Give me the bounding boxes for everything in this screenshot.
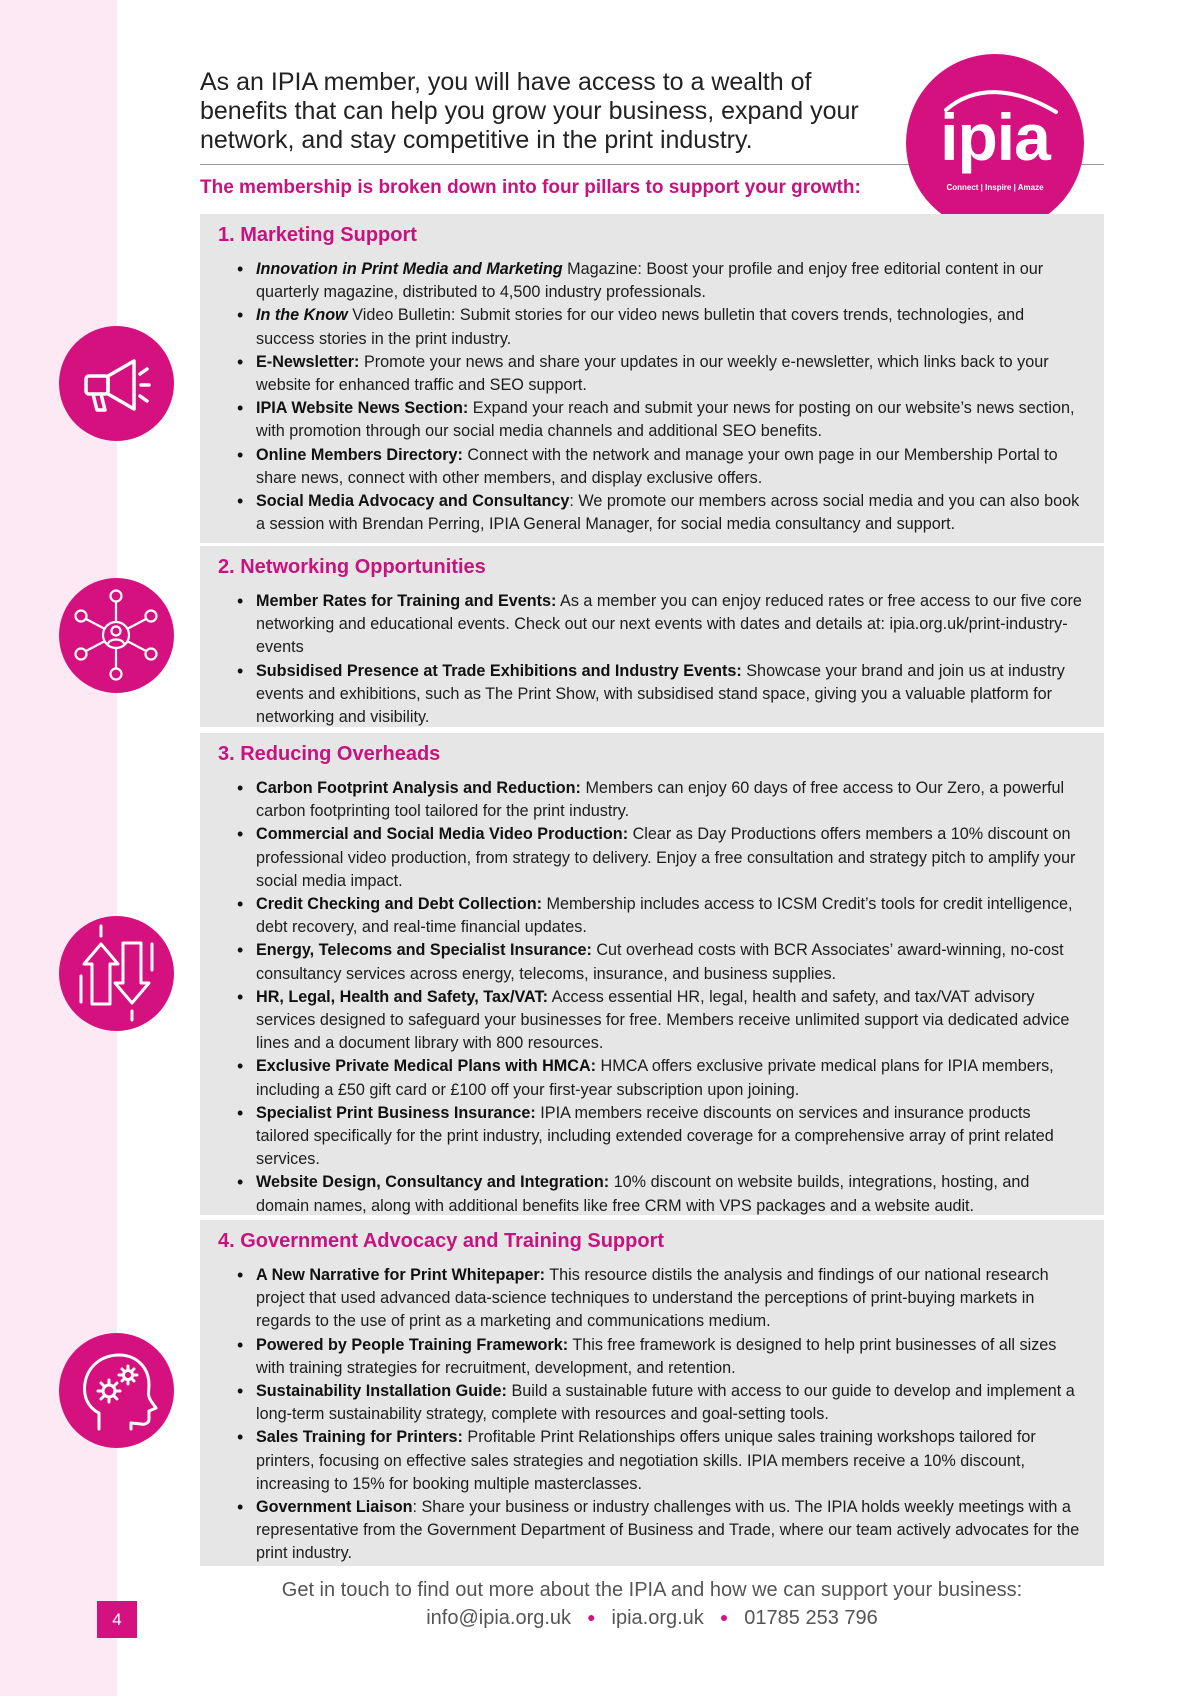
item-text: Members can enjoy 60 days of free access to Our Zero, a powerful carbon footprinting tool tailored for the print industry.: [256, 779, 1065, 821]
item-text: Clear as Day Productions offers members a 10% discount on professional video production, from strategy to delivery. Enjoy a free consultation and strategy pitch to amplify your social media impact.: [256, 825, 1076, 890]
list-item: [256, 444, 1086, 490]
separator-dot: ●: [587, 1609, 596, 1625]
list-item: [256, 304, 1086, 350]
item-text: Promote your news and share your updates in our weekly e-newsletter, which links back to your website for enhanced traffic and SEO support.: [256, 352, 1049, 395]
megaphone-icon: [59, 326, 174, 441]
item-text: IPIA members receive discounts on services and insurance products tailored specifically for the print industry, including extended coverage for a comprehensive array of print related services.: [256, 1103, 1054, 1169]
item-text: Showcase your brand and join us at industry events and exhibitions, such as The Print Show, with subsidised stand space, giving you a valuable platform for networking and visibility.: [256, 661, 1065, 727]
section-title: 3. Reducing Overheads: [218, 743, 441, 765]
list-item: [256, 777, 1086, 823]
item-text: Magazine: Boost your profile and enjoy free editorial content in our quarterly magazine, distributed to 4,500 industry professionals.: [256, 260, 1044, 302]
item-lead: Energy, Telecoms and Specialist Insurance:: [256, 941, 592, 960]
list-item: [256, 1496, 1086, 1566]
benefit-list: [218, 777, 1086, 1218]
section-reducing-overheads: [200, 733, 1104, 1215]
list-item: [256, 490, 1086, 536]
item-text: Access essential HR, legal, health and safety, and tax/VAT advisory services designed to safeguard your businesses for free. Members receive unlimited support via dedicated advice lines and a document library with 800 resources.: [256, 987, 1070, 1053]
list-item: [256, 1102, 1086, 1172]
section-marketing-support: [200, 214, 1104, 543]
separator-dot: ●: [719, 1609, 729, 1625]
head-gears-icon: [59, 1333, 174, 1448]
section-networking-opportunities: [200, 546, 1104, 727]
item-text: Video Bulletin: Submit stories for our video news bulletin that covers trends, technologies, and success stories in the print industry.: [256, 306, 1025, 348]
list-item: [256, 397, 1086, 443]
benefit-list: [218, 1264, 1086, 1566]
item-lead: A New Narrative for Print Whitepaper:: [256, 1266, 546, 1284]
section-title: 1. Marketing Support: [218, 224, 417, 246]
item-text: Membership includes access to ICSM Credit’s tools for credit intelligence, debt recovery, and real-time financial updates.: [256, 895, 1073, 937]
item-text: 10% discount on website builds, integrations, hosting, and domain names, along with additional benefits like free CRM with VPS packages and a website audit.: [256, 1173, 1030, 1215]
item-text: : We promote our members across social media and you can also book a session with Brendan Perring, IPIA General Manager, for social media consultancy and support.: [256, 492, 1080, 534]
list-item: [256, 823, 1086, 893]
item-text: Cut overhead costs with BCR Associates’ award-winning, no-cost consultancy services across energy, telecoms, insurance, and business supplies.: [256, 941, 1064, 983]
list-item: [256, 258, 1086, 304]
item-text: As a member you can enjoy reduced rates or free access to our five core networking and educational events. Check out our next events with dates and details at: ipia.org.uk/print-industry-events: [256, 592, 1082, 657]
item-lead: Sales Training for Printers:: [256, 1428, 463, 1447]
ipia-logo: [906, 54, 1084, 232]
item-lead: Specialist Print Business Insurance:: [256, 1103, 536, 1122]
section-title: 4. Government Advocacy and Training Support: [218, 1230, 665, 1252]
item-text: HMCA offers exclusive private medical plans for IPIA members, including a £50 gift card or £100 off your first-year subscription upon joining.: [256, 1057, 1054, 1099]
item-lead: E-Newsletter:: [256, 352, 360, 371]
item-lead: Social Media Advocacy and Consultancy: [256, 492, 570, 511]
item-text: This resource distils the analysis and findings of our national research project that used advanced data-science techniques to understand the perceptions of print-buying markets in regards to the use of print as a marketing and communications medium.: [256, 1266, 1049, 1331]
up-down-arrows-icon: [59, 916, 174, 1031]
list-item: [256, 893, 1086, 939]
list-item: [256, 1334, 1086, 1380]
list-item: [256, 351, 1086, 397]
item-lead: Sustainability Installation Guide:: [256, 1382, 507, 1401]
footer-cta: Get in touch to find out more about the IPIA and how we can support your business:: [281, 1579, 1023, 1601]
item-lead: IPIA Website News Section:: [256, 399, 469, 418]
list-item: [256, 660, 1086, 730]
phone-link[interactable]: 01785 253 796: [744, 1607, 878, 1629]
list-item: [256, 1055, 1086, 1101]
list-item: [256, 1171, 1086, 1217]
benefit-list: [218, 258, 1086, 536]
page-number: 4: [97, 1601, 137, 1638]
logo-tagline: Connect | Inspire | Amaze: [946, 183, 1044, 192]
network-people-icon: [59, 578, 174, 693]
item-text: : Share your business or industry challenges with us. The IPIA holds weekly meetings with a representative from the Government Department of Business and Trade, where our team actively advocates for the print industry.: [256, 1498, 1080, 1563]
item-lead: Carbon Footprint Analysis and Reduction:: [256, 779, 581, 797]
item-text: Build a sustainable future with access to our guide to develop and implement a long-term sustainability strategy, complete with resources and goal-setting tools.: [256, 1382, 1075, 1424]
logo-wordmark: ipia: [940, 100, 1050, 174]
list-item: [256, 986, 1086, 1056]
item-lead: Subsidised Presence at Trade Exhibitions and Industry Events:: [256, 661, 742, 680]
item-lead: Powered by People Training Framework:: [256, 1335, 569, 1354]
item-lead: Exclusive Private Medical Plans with HMCA:: [256, 1057, 597, 1076]
section-title: 2. Networking Opportunities: [218, 556, 486, 578]
footer-contacts: [200, 1607, 1104, 1630]
section-government-advocacy: [200, 1220, 1104, 1566]
item-lead: Member Rates for Training and Events:: [256, 592, 557, 610]
item-text: This free framework is designed to help print businesses of all sizes with training strategies for recruitment, development, and retention.: [256, 1335, 1057, 1377]
item-lead: In the Know: [256, 306, 348, 325]
item-text: Expand your reach and submit your news for posting on our website’s news section, with promotion through our social media channels and additional SEO benefits.: [256, 399, 1075, 441]
item-lead: Website Design, Consultancy and Integration:: [256, 1173, 610, 1192]
email-link[interactable]: info@ipia.org.uk: [426, 1607, 572, 1629]
item-lead: Credit Checking and Debt Collection:: [256, 895, 543, 914]
list-item: [256, 1264, 1086, 1334]
website-link[interactable]: ipia.org.uk: [611, 1607, 704, 1629]
item-text: Profitable Print Relationships offers unique sales training workshops tailored for printers, focusing on effective sales strategies and negotiation skills. IPIA members receive a 10% discount, increasing to 15% for booking multiple masterclasses.: [256, 1428, 1036, 1493]
item-lead: Innovation in Print Media and Marketing: [256, 260, 563, 278]
item-lead: Commercial and Social Media Video Production:: [256, 825, 629, 844]
list-item: [256, 939, 1086, 985]
intro-text: As an IPIA member, you will have access to a wealth of benefits that can help you grow your business, expand your network, and stay competitive in the print industry.: [200, 68, 859, 154]
benefit-list: [218, 590, 1086, 729]
item-text: Connect with the network and manage your own page in our Membership Portal to share news, connect with other members, and display exclusive offers.: [256, 445, 1058, 487]
item-lead: Online Members Directory:: [256, 445, 463, 464]
list-item: [256, 1380, 1086, 1426]
list-item: [256, 1426, 1086, 1496]
pillars-heading: The membership is broken down into four pillars to support your growth:: [200, 177, 861, 198]
item-lead: Government Liaison: [256, 1498, 413, 1517]
item-lead: HR, Legal, Health and Safety, Tax/VAT:: [256, 987, 549, 1006]
list-item: [256, 590, 1086, 660]
